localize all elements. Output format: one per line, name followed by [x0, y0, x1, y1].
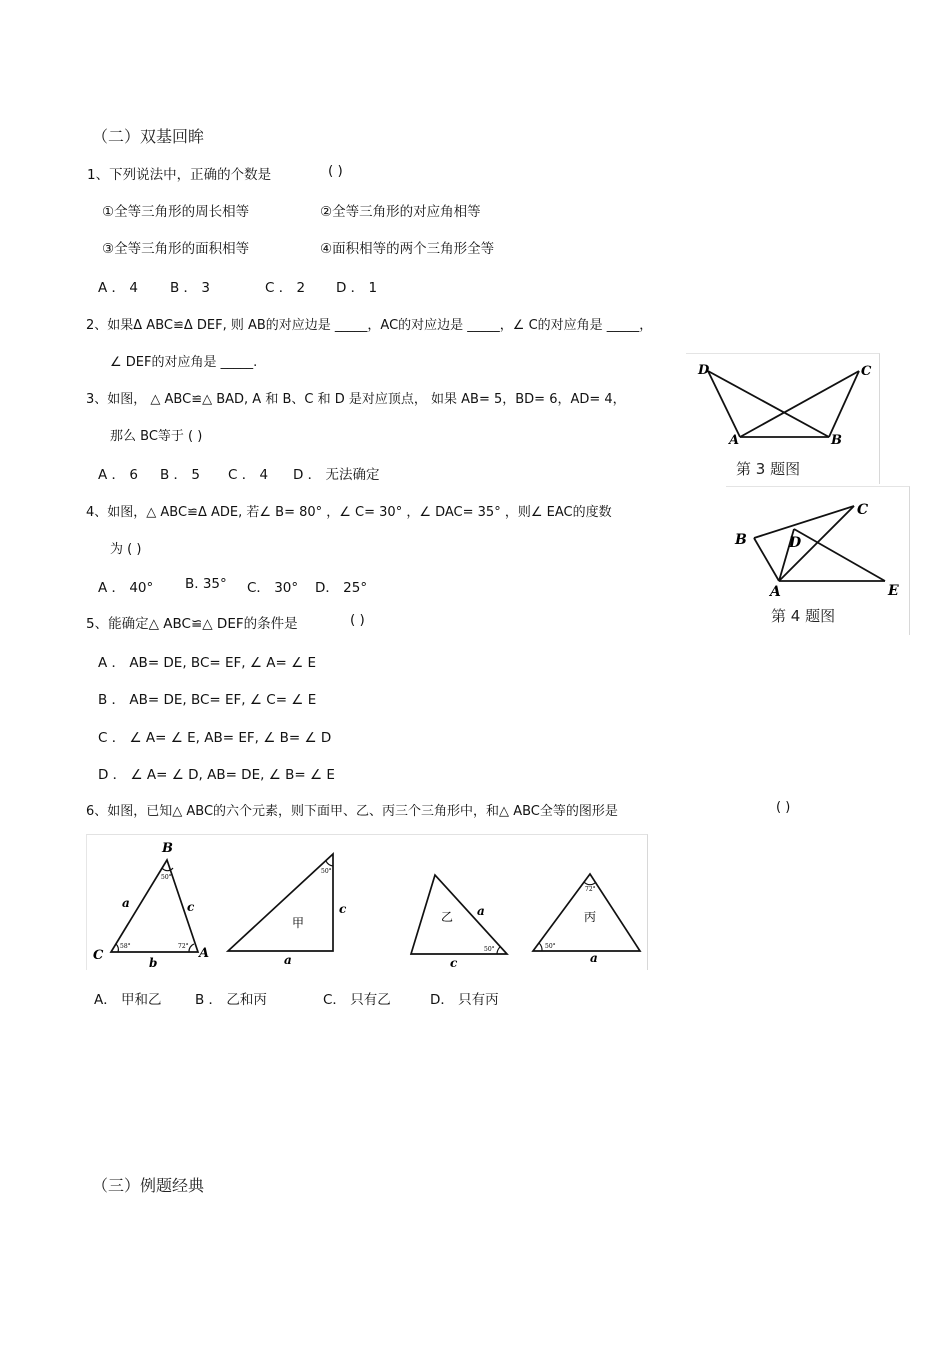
- label-a: A: [729, 433, 740, 448]
- question-3-figure-caption: 第 3 题图: [736, 460, 801, 478]
- question-6-figure: [86, 834, 648, 970]
- question-1-stem: 1、下列说法中，正确的个数是: [87, 167, 272, 183]
- question-3-line-2: 那么 BC等于 ( ): [110, 429, 203, 444]
- question-4-line-2: 为 ( ): [110, 542, 142, 557]
- label-b: B: [162, 841, 173, 856]
- bing-side-a: a: [590, 951, 598, 965]
- question-6-diagram: [87, 835, 647, 970]
- question-1-statement-3: ③全等三角形的面积相等: [102, 241, 250, 257]
- question-4-figure: [726, 486, 910, 635]
- question-3-option-d: D ． 无法确定: [293, 467, 380, 483]
- angle-c-label: 58°: [120, 943, 131, 950]
- question-4-option-d: D． 25°: [315, 580, 368, 596]
- question-5-option-b: B ． AB= DE, BC= EF, ∠ C= ∠ E: [98, 692, 317, 708]
- question-4-line-1: 4、如图，△ ABC≌Δ ADE, 若∠ B= 80° ，∠ C= 30° ，∠ DAC= 35° ，则∠ EAC的度数: [86, 505, 612, 520]
- section-title-2: （二）双基回眸: [92, 127, 205, 146]
- angle-a-label: 72°: [178, 943, 189, 950]
- question-4-diagram: [726, 487, 909, 599]
- section-title-3: （三）例题经典: [92, 1176, 205, 1195]
- question-1-option-d: D ． 1: [336, 280, 378, 296]
- question-1-option-a: A ． 4: [98, 280, 138, 296]
- question-3-figure: [686, 353, 880, 484]
- side-a: a: [122, 896, 130, 910]
- question-3-option-b: B ． 5: [160, 467, 200, 483]
- label-c: C: [857, 502, 869, 518]
- question-4-option-a: A ． 40°: [98, 580, 154, 596]
- question-6-option-c: C． 只有乙: [323, 992, 391, 1008]
- question-1-option-c: C ． 2: [265, 280, 306, 296]
- question-5-option-a: A ． AB= DE, BC= EF, ∠ A= ∠ E: [98, 655, 317, 671]
- yi-side-a: a: [477, 904, 485, 918]
- question-5-answer-paren: ( ): [350, 612, 365, 628]
- question-1-answer-paren: ( ): [328, 163, 343, 179]
- question-1-option-b: B ． 3: [170, 280, 210, 296]
- question-5-option-c: C ． ∠ A= ∠ E, AB= EF, ∠ B= ∠ D: [98, 730, 332, 746]
- angle-b-label: 50°: [161, 874, 172, 881]
- label-d: D: [698, 363, 710, 378]
- question-6-option-a: A． 甲和乙: [94, 992, 162, 1008]
- question-2-line-1: 2、如果Δ ABC≌Δ DEF, 则 AB的对应边是 _____，AC的对应边是 _____，∠ C的对应角是 _____，: [86, 318, 653, 333]
- question-4-option-c: C． 30°: [247, 580, 299, 596]
- label-c: C: [93, 948, 104, 963]
- jia-angle-label: 50°: [321, 868, 332, 875]
- question-6-option-b: B ． 乙和丙: [195, 992, 267, 1008]
- side-c: c: [187, 900, 195, 914]
- triangle-yi: [411, 875, 507, 954]
- bing-angle-top-label: 72°: [585, 886, 596, 893]
- question-4-option-b: B. 35°: [185, 576, 227, 592]
- jia-side-a: a: [284, 953, 292, 967]
- label-a: A: [770, 584, 781, 599]
- yi-side-c: c: [450, 956, 458, 970]
- question-1-statement-4: ④面积相等的两个三角形全等: [320, 241, 495, 257]
- question-1-statement-2: ②全等三角形的对应角相等: [320, 204, 481, 220]
- question-3-option-c: C ． 4: [228, 467, 269, 483]
- jia-side-c: c: [339, 902, 347, 916]
- question-4-figure-caption: 第 4 题图: [771, 607, 836, 625]
- label-c: C: [861, 364, 872, 379]
- question-3-line-1: 3、如图， △ ABC≌△ BAD, A 和 B、C 和 D 是对应顶点， 如果 AB= 5，BD= 6，AD= 4，: [86, 392, 626, 407]
- label-d: D: [789, 535, 802, 551]
- label-b: B: [831, 433, 842, 448]
- triangle-bing-name: 丙: [584, 910, 597, 924]
- question-6-answer-paren: ( ): [776, 800, 791, 815]
- question-5-option-d: D ． ∠ A= ∠ D, AB= DE, ∠ B= ∠ E: [98, 767, 335, 783]
- bing-angle-left-label: 50°: [545, 943, 556, 950]
- question-5-stem: 5、能确定△ ABC≌△ DEF的条件是: [86, 616, 298, 632]
- question-2-line-2: ∠ DEF的对应角是 _____.: [110, 355, 258, 370]
- triangle-yi-name: 乙: [441, 910, 454, 924]
- question-1-statement-1: ①全等三角形的周长相等: [102, 204, 250, 220]
- triangle-jia: [228, 854, 333, 951]
- triangle-jia-name: 甲: [292, 916, 305, 930]
- yi-angle-label: 50°: [484, 946, 495, 953]
- side-b: b: [149, 956, 158, 970]
- label-a: A: [199, 946, 210, 961]
- question-6-stem: 6、如图，已知△ ABC的六个元素，则下面甲、乙、丙三个三角形中，和△ ABC全等的图形是: [86, 804, 618, 819]
- question-3-diagram: [686, 354, 879, 454]
- question-3-option-a: A ． 6: [98, 467, 138, 483]
- label-e: E: [888, 583, 899, 599]
- label-b: B: [735, 532, 747, 548]
- question-6-option-d: D． 只有丙: [430, 992, 499, 1008]
